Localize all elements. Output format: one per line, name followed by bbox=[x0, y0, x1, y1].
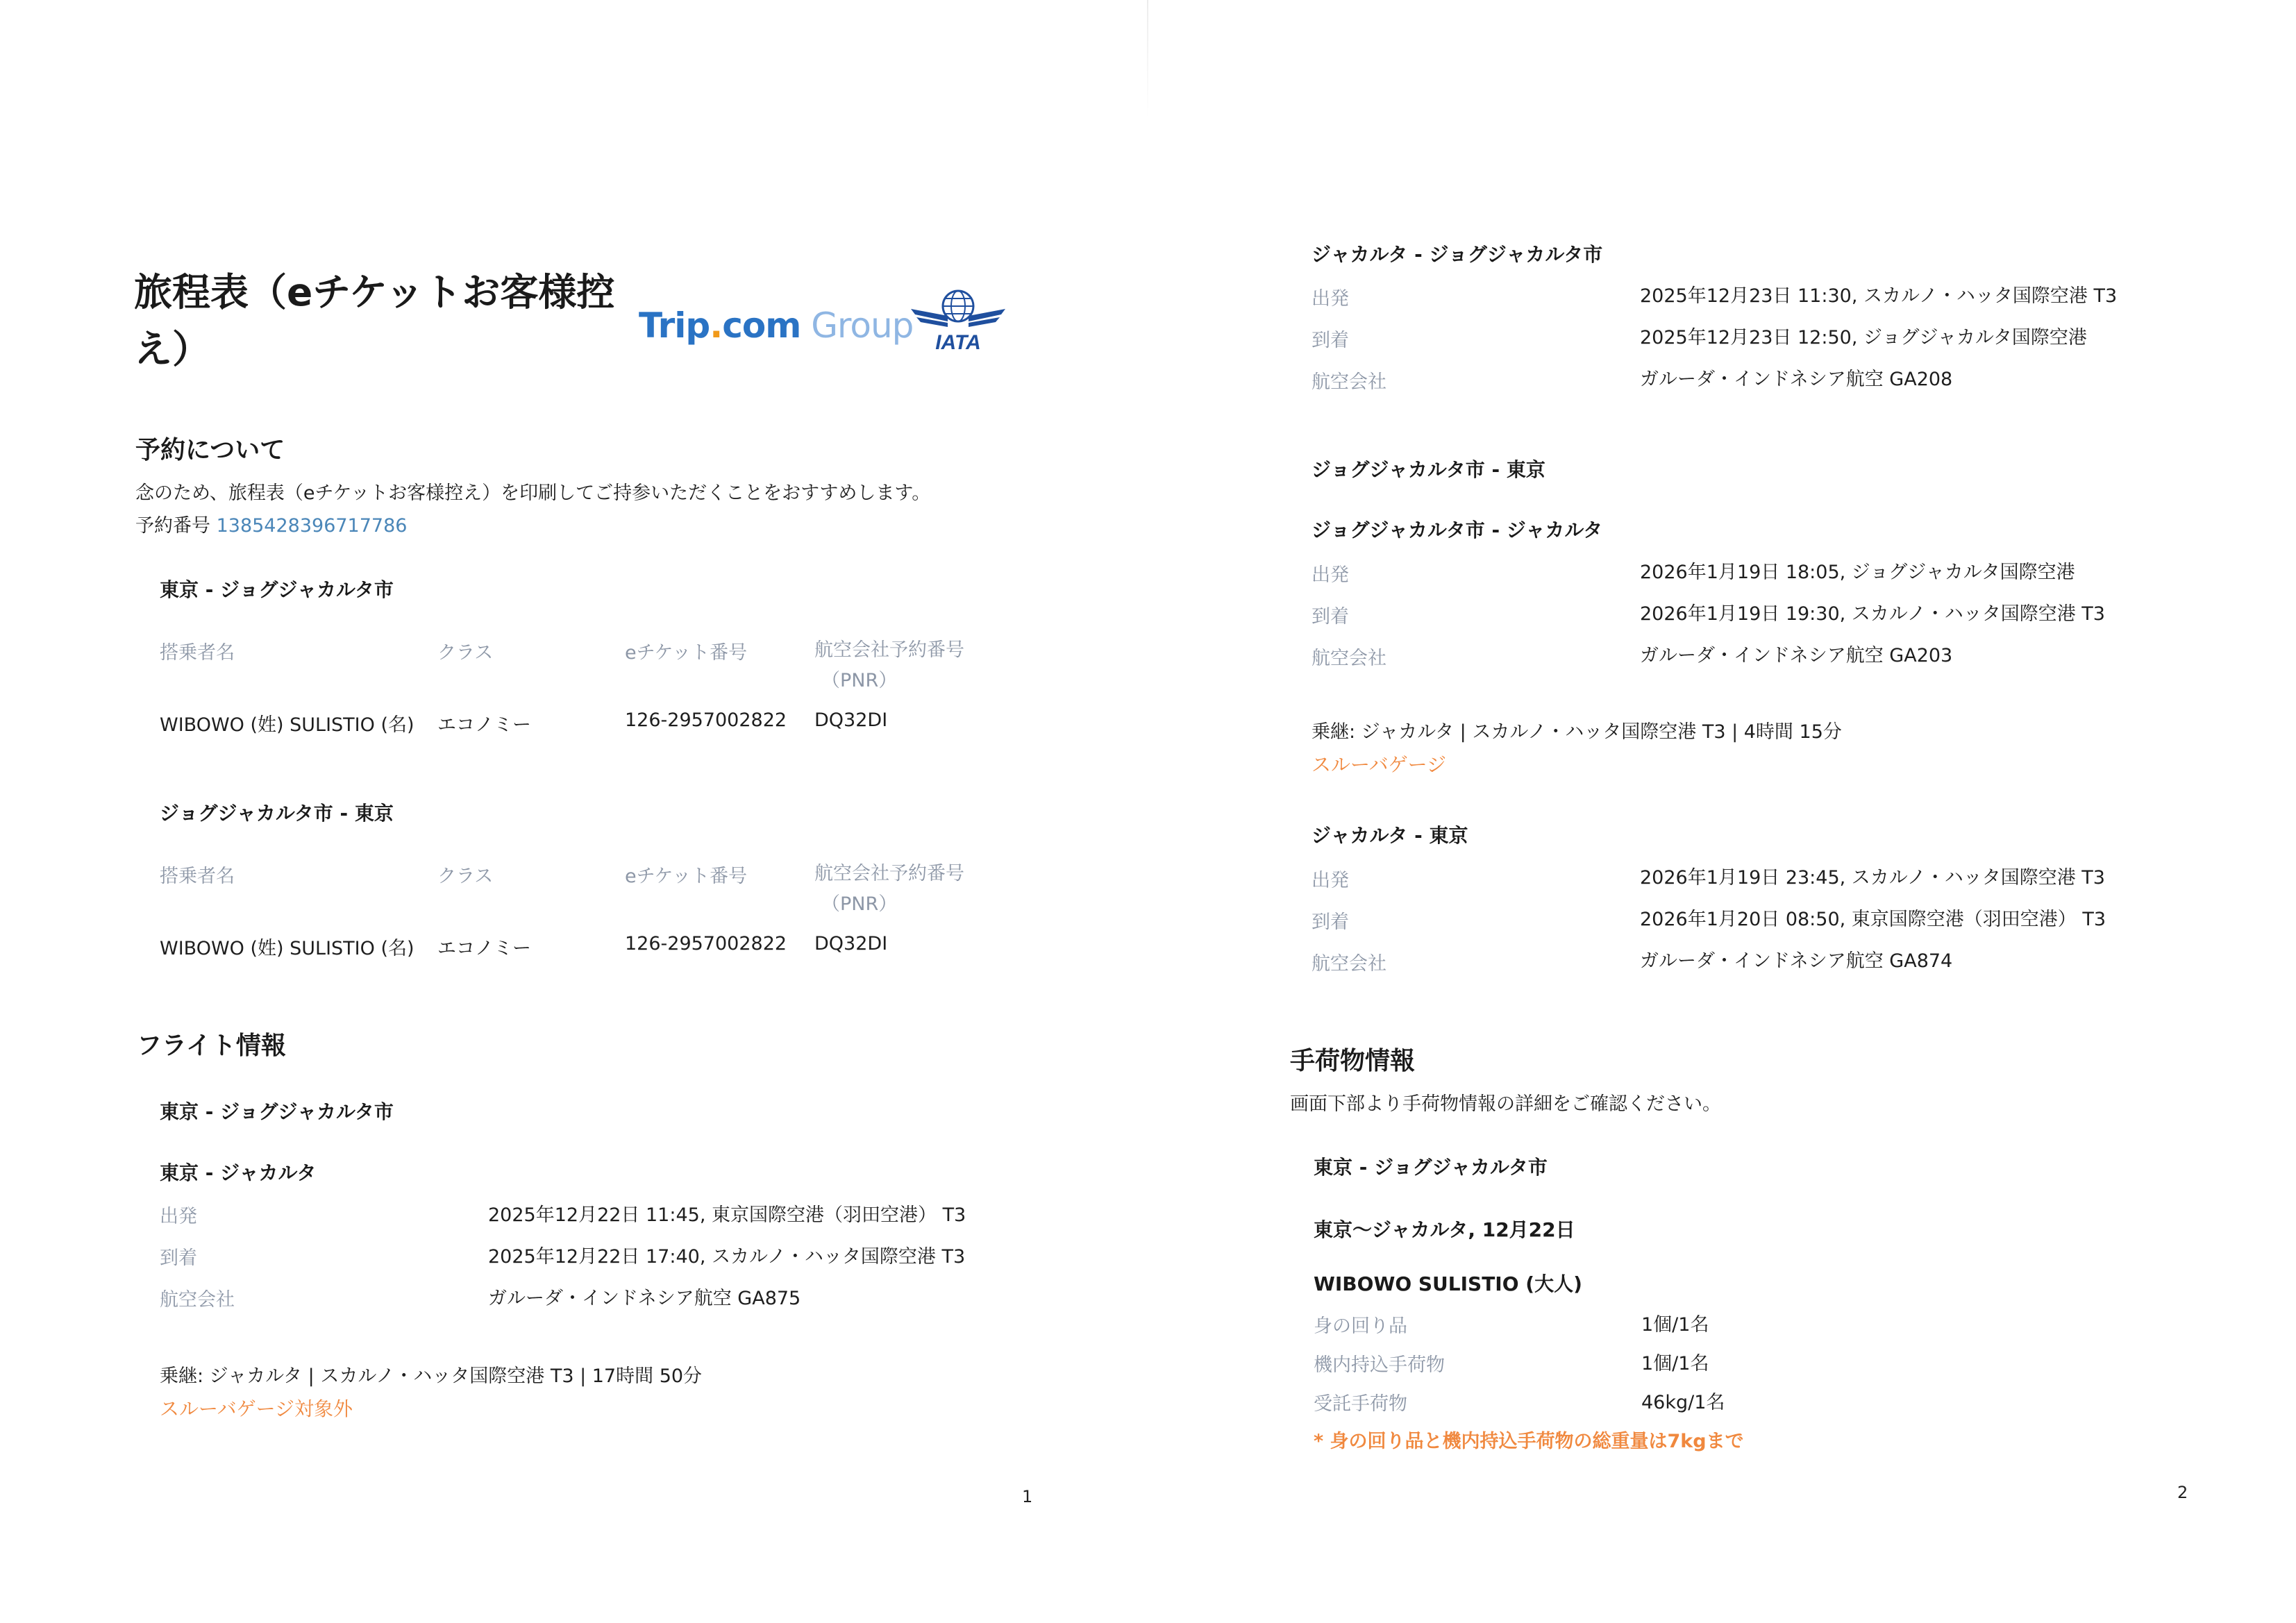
class-header: クラス bbox=[437, 642, 494, 664]
baggage-through-status: スルーバゲージ bbox=[1312, 753, 1447, 776]
departure-label: 出発 bbox=[1312, 288, 1349, 310]
airline-value: ガルーダ・インドネシア航空 GA874 bbox=[1640, 950, 1953, 972]
departure-value: 2026年1月19日 18:05, ジョグジャカルタ国際空港 bbox=[1640, 562, 2075, 583]
document-title bbox=[134, 264, 614, 378]
arrival-label: 到着 bbox=[1312, 911, 1349, 933]
passenger-name-header: 搭乗者名 bbox=[160, 642, 235, 664]
eticket-number-header: eチケット番号 bbox=[625, 866, 748, 887]
carry-on-weight-note: * 身の回り品と機内持込手荷物の総重量は7kgまで bbox=[1314, 1431, 1744, 1452]
page-number: 2 bbox=[2177, 1483, 2188, 1502]
baggage-route: 東京 - ジョグジャカルタ市 bbox=[1314, 1156, 1548, 1179]
baggage-info-note: 画面下部より手荷物情報の詳細をご確認ください。 bbox=[1290, 1093, 1721, 1115]
pnr-header: 航空会社予約番号 （PNR） bbox=[814, 863, 964, 915]
transfer-info: 乗継: ジャカルタ | スカルノ・ハッタ国際空港 T3 | 4時間 15分 bbox=[1312, 721, 1842, 743]
airline-value: ガルーダ・インドネシア航空 GA875 bbox=[488, 1288, 801, 1309]
pnr-value: DQ32DI bbox=[814, 709, 888, 731]
passenger-name-header: 搭乗者名 bbox=[160, 866, 235, 887]
passenger-table-route-outbound: 東京 - ジョグジャカルタ市 bbox=[160, 578, 394, 601]
page-number: 1 bbox=[1022, 1487, 1033, 1506]
passenger-name: WIBOWO (姓) SULISTIO (名) bbox=[160, 714, 414, 736]
document-title-line-2: え） bbox=[134, 327, 211, 371]
arrival-value: 2025年12月23日 12:50, ジョグジャカルタ国際空港 bbox=[1640, 327, 2087, 348]
arrival-label: 到着 bbox=[1312, 330, 1349, 351]
departure-value: 2026年1月19日 23:45, スカルノ・ハッタ国際空港 T3 bbox=[1640, 867, 2105, 889]
checked-baggage-label: 受託手荷物 bbox=[1314, 1393, 1407, 1415]
trip-com-group-logo: Trip.com Group bbox=[639, 305, 914, 346]
reservation-number: 予約番号 1385428396717786 bbox=[135, 515, 408, 537]
iata-globe-icon bbox=[910, 288, 1007, 354]
pnr-value: DQ32DI bbox=[814, 933, 888, 955]
passenger-table-route-return: ジョグジャカルタ市 - 東京 bbox=[160, 802, 394, 825]
arrival-label: 到着 bbox=[1312, 606, 1349, 628]
departure-label: 出発 bbox=[1312, 870, 1349, 891]
personal-item-label: 身の回り品 bbox=[1314, 1315, 1407, 1337]
svg-text:IATA: IATA bbox=[935, 331, 981, 354]
class-header: クラス bbox=[437, 866, 494, 887]
baggage-info-heading: 手荷物情報 bbox=[1290, 1047, 1416, 1075]
arrival-value: 2026年1月19日 19:30, スカルノ・ハッタ国際空港 T3 bbox=[1640, 603, 2105, 625]
airline-label: 航空会社 bbox=[1312, 371, 1386, 393]
arrival-value: 2025年12月22日 17:40, スカルノ・ハッタ国際空港 T3 bbox=[488, 1246, 966, 1268]
flight-route-outbound: 東京 - ジョグジャカルタ市 bbox=[160, 1100, 394, 1123]
arrival-value: 2026年1月20日 08:50, 東京国際空港（羽田空港） T3 bbox=[1640, 909, 2106, 930]
airline-label: 航空会社 bbox=[1312, 648, 1386, 669]
print-recommendation-note: 念のため、旅程表（eチケットお客様控え）を印刷してご持参いただくことをおすすめします。 bbox=[135, 482, 931, 504]
flight-segment-title: ジョグジャカルタ市 - ジャカルタ bbox=[1312, 519, 1603, 541]
departure-value: 2025年12月22日 11:45, 東京国際空港（羽田空港） T3 bbox=[488, 1204, 966, 1226]
baggage-passenger: WIBOWO SULISTIO (大人) bbox=[1314, 1272, 1582, 1295]
flight-segment-title: ジャカルタ - 東京 bbox=[1312, 824, 1468, 847]
carry-on-label: 機内持込手荷物 bbox=[1314, 1354, 1445, 1376]
eticket-number: 126-2957002822 bbox=[625, 709, 787, 731]
passenger-name: WIBOWO (姓) SULISTIO (名) bbox=[160, 938, 414, 959]
airline-value: ガルーダ・インドネシア航空 GA203 bbox=[1640, 645, 1953, 666]
eticket-number: 126-2957002822 bbox=[625, 933, 787, 955]
departure-value: 2025年12月23日 11:30, スカルノ・ハッタ国際空港 T3 bbox=[1640, 285, 2118, 307]
airline-label: 航空会社 bbox=[160, 1289, 235, 1311]
flight-segment-title: 東京 - ジャカルタ bbox=[160, 1161, 317, 1184]
carry-on-value: 1個/1名 bbox=[1641, 1353, 1709, 1374]
flight-segment-title: ジャカルタ - ジョグジャカルタ市 bbox=[1312, 243, 1603, 266]
departure-label: 出発 bbox=[1312, 564, 1349, 586]
pnr-header: 航空会社予約番号 （PNR） bbox=[814, 639, 964, 691]
baggage-segment: 東京〜ジャカルタ, 12月22日 bbox=[1314, 1218, 1575, 1241]
baggage-through-status: スルーバゲージ対象外 bbox=[160, 1397, 353, 1420]
passenger-class: エコノミー bbox=[437, 714, 531, 736]
reservation-heading: 予約について bbox=[135, 436, 285, 464]
airline-value: ガルーダ・インドネシア航空 GA208 bbox=[1640, 369, 1953, 390]
eticket-number-header: eチケット番号 bbox=[625, 642, 748, 664]
departure-label: 出発 bbox=[160, 1206, 197, 1227]
iata-logo bbox=[910, 288, 1007, 354]
passenger-class: エコノミー bbox=[437, 938, 531, 959]
airline-label: 航空会社 bbox=[1312, 953, 1386, 975]
transfer-info: 乗継: ジャカルタ | スカルノ・ハッタ国際空港 T3 | 17時間 50分 bbox=[160, 1365, 703, 1387]
document-title-line-1: 旅程表（eチケットお客様控 bbox=[134, 270, 615, 314]
personal-item-value: 1個/1名 bbox=[1641, 1314, 1709, 1336]
itinerary-page-2 bbox=[1148, 0, 2296, 1623]
flight-info-heading: フライト情報 bbox=[137, 1032, 286, 1060]
arrival-label: 到着 bbox=[160, 1247, 197, 1269]
checked-baggage-value: 46kg/1名 bbox=[1641, 1392, 1725, 1413]
reservation-number-link[interactable]: 1385428396717786 bbox=[216, 515, 408, 537]
flight-route-return: ジョグジャカルタ市 - 東京 bbox=[1312, 458, 1545, 481]
